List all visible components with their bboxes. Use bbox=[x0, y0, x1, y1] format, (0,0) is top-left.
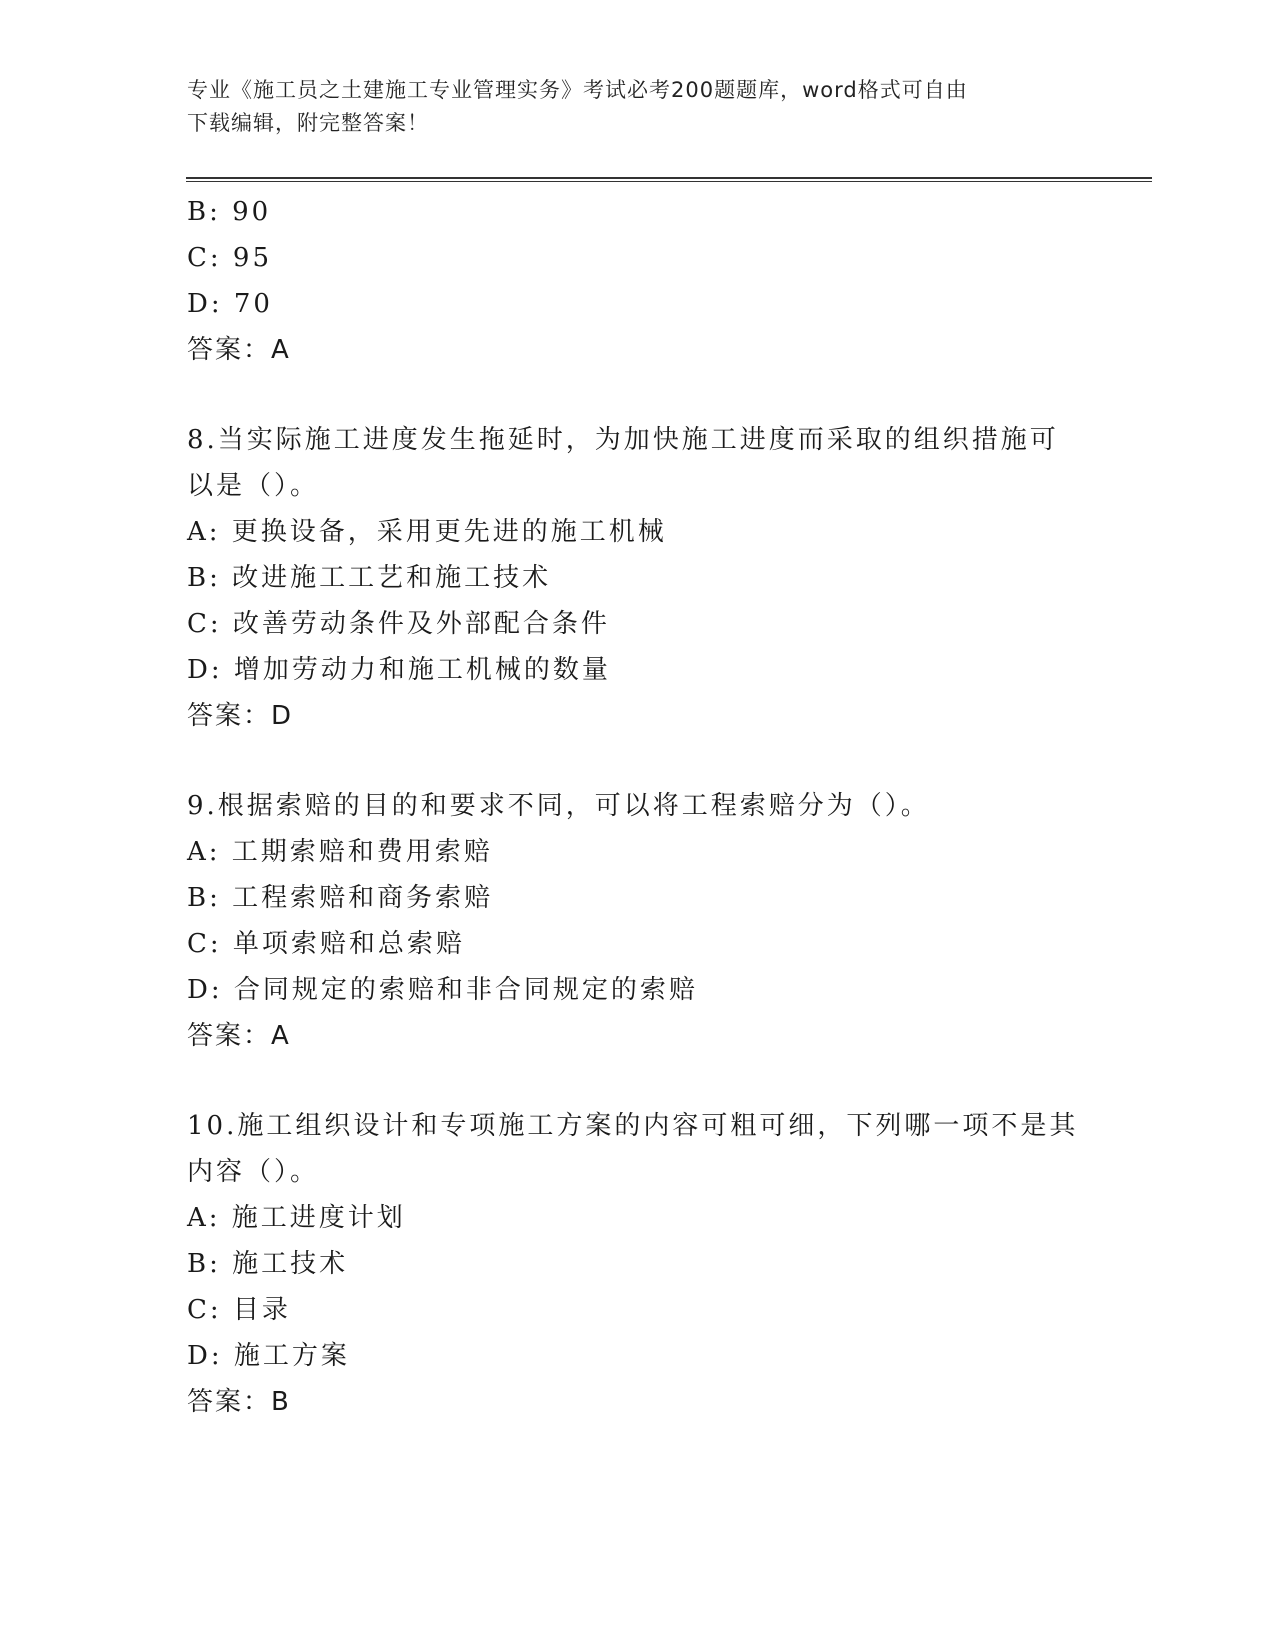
option-d: D: 施工方案 bbox=[187, 1341, 350, 1371]
option-d: D: 合同规定的索赔和非合同规定的索赔 bbox=[187, 975, 698, 1005]
answer-line: 答案：B bbox=[187, 1387, 291, 1417]
option-d: D: 增加劳动力和施工机械的数量 bbox=[187, 655, 611, 685]
question-text-line-2: 内容（）。 bbox=[187, 1157, 320, 1187]
option-c: C: 95 bbox=[187, 243, 273, 273]
option-c: C: 目录 bbox=[187, 1295, 291, 1325]
question-text-line-1: 9.根据索赔的目的和要求不同，可以将工程索赔分为（）。 bbox=[187, 791, 930, 821]
option-a: A: 更换设备，采用更先进的施工机械 bbox=[187, 517, 667, 547]
question-10 bbox=[187, 1103, 1087, 1425]
answer-line: 答案：A bbox=[187, 335, 291, 365]
question-text-line-1: 10.施工组织设计和专项施工方案的内容可粗可细，下列哪一项不是其 bbox=[187, 1111, 1079, 1141]
header-line-1: 专业《施工员之土建施工专业管理实务》考试必考200题题库，word格式可自由 bbox=[187, 78, 968, 102]
option-c: C: 单项索赔和总索赔 bbox=[187, 929, 465, 959]
question-8 bbox=[187, 417, 1087, 739]
option-c: C: 改善劳动条件及外部配合条件 bbox=[187, 609, 610, 639]
question-9 bbox=[187, 783, 1087, 1059]
header-divider bbox=[186, 177, 1152, 183]
option-b: B: 改进施工工艺和施工技术 bbox=[187, 563, 552, 593]
option-a: A: 施工进度计划 bbox=[187, 1203, 406, 1233]
header-line-2: 下载编辑，附完整答案！ bbox=[187, 111, 429, 135]
document-header bbox=[187, 74, 1067, 140]
option-b: B: 90 bbox=[187, 197, 272, 227]
question-body bbox=[187, 189, 1087, 1425]
answer-line: 答案：A bbox=[187, 1021, 291, 1051]
question-text-line-2: 以是（）。 bbox=[187, 471, 320, 501]
answer-line: 答案：D bbox=[187, 701, 294, 731]
option-d: D: 70 bbox=[187, 289, 273, 319]
option-b: B: 施工技术 bbox=[187, 1249, 349, 1279]
option-a: A: 工期索赔和费用索赔 bbox=[187, 837, 493, 867]
question-text-line-1: 8.当实际施工进度发生拖延时，为加快施工进度而采取的组织措施可 bbox=[187, 425, 1059, 455]
question-7-continued bbox=[187, 189, 1087, 373]
option-b: B: 工程索赔和商务索赔 bbox=[187, 883, 494, 913]
